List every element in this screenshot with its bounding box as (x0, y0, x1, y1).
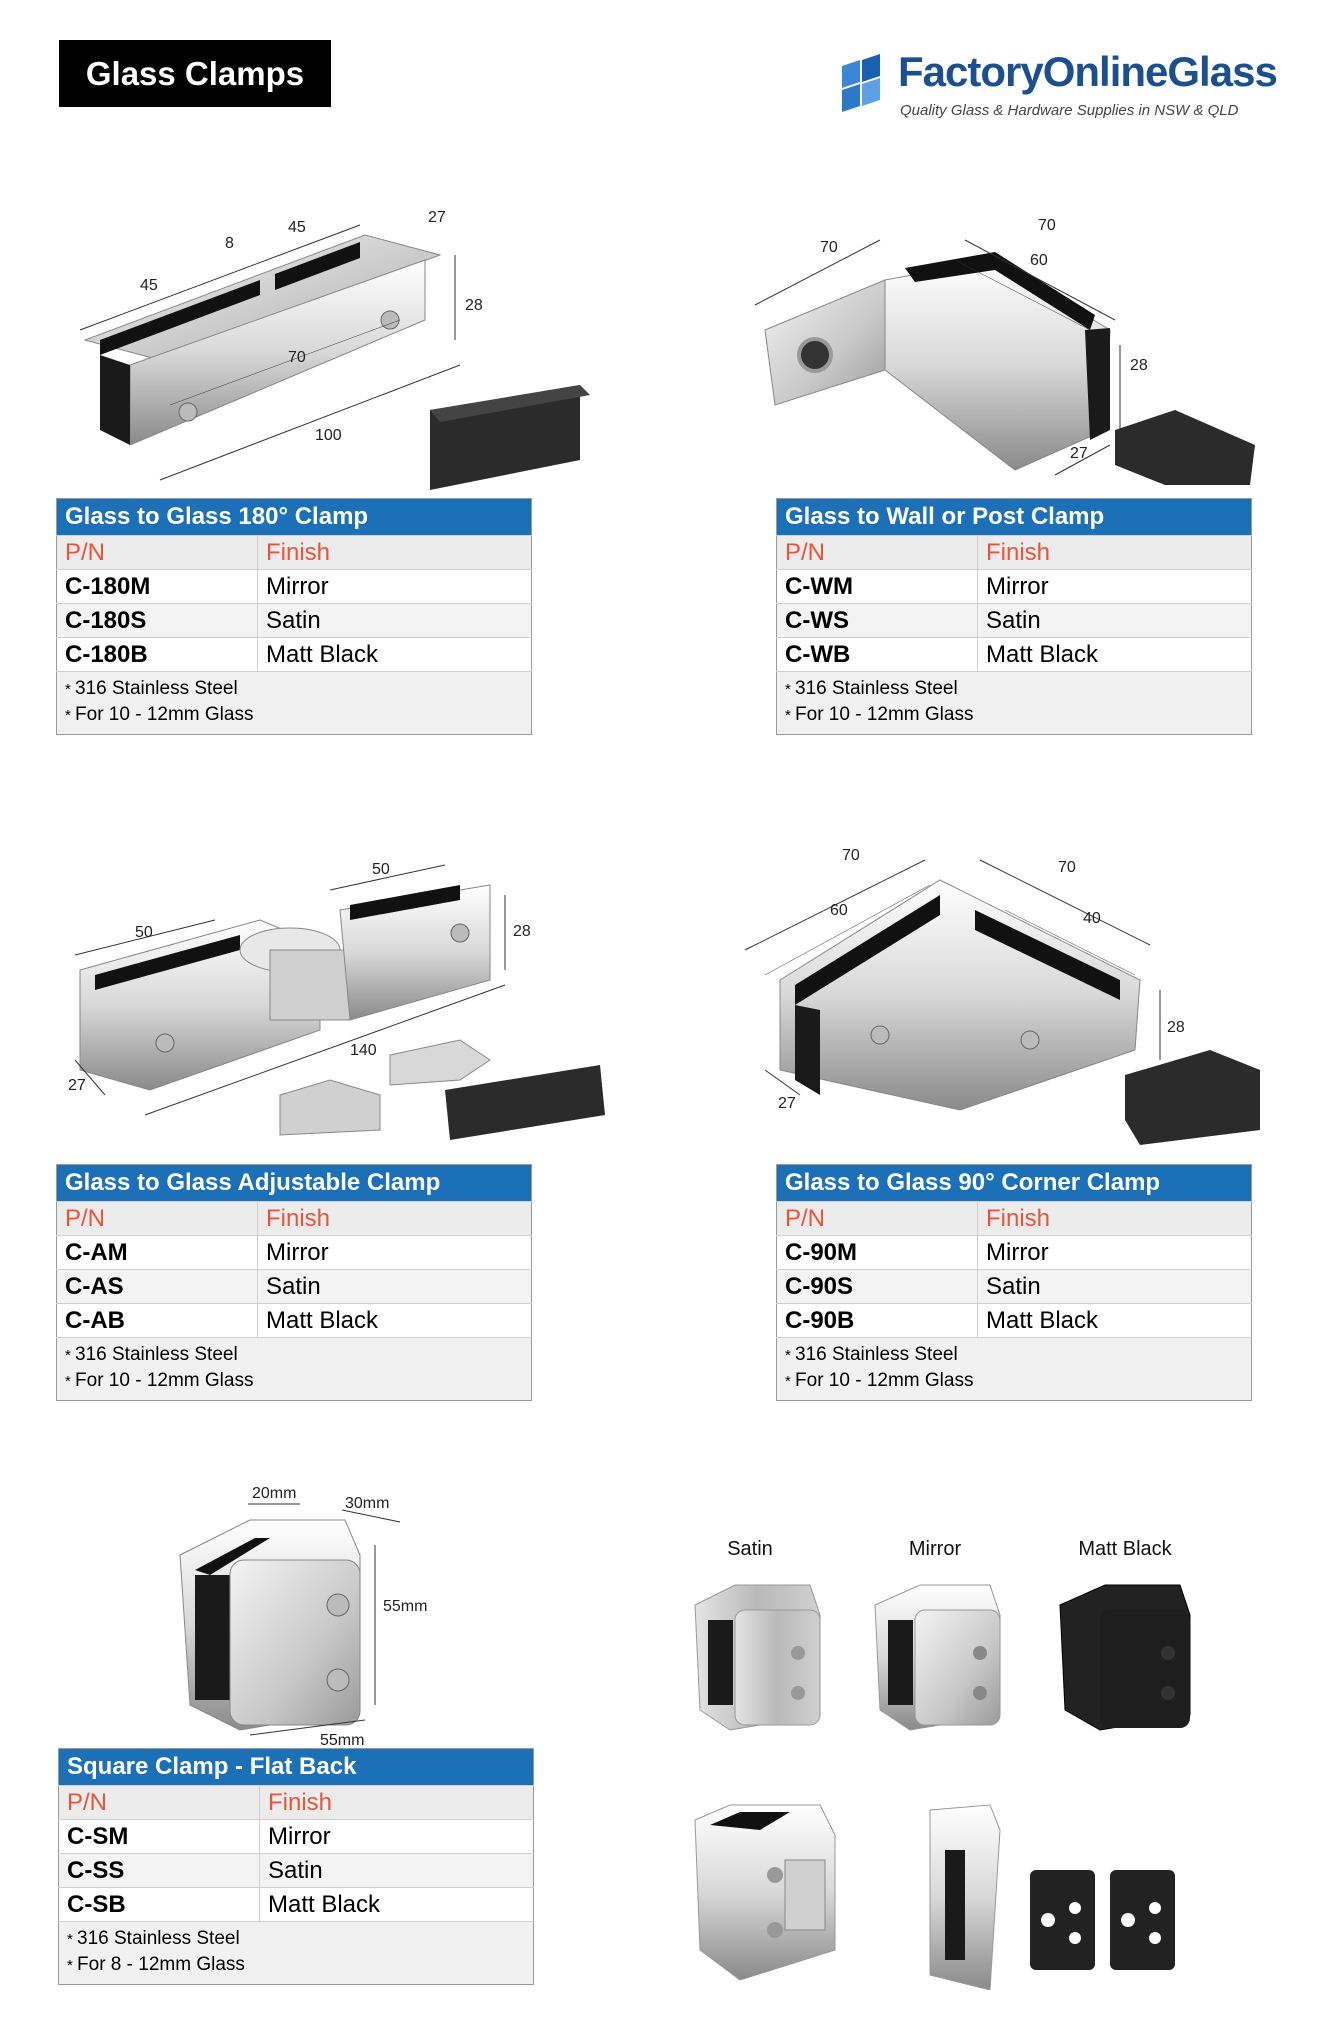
product-image-wall-clamp (745, 200, 1265, 490)
part-number: C-AB (57, 1304, 258, 1338)
table-title: Glass to Wall or Post Clamp (777, 499, 1252, 536)
product-image-180-clamp (60, 200, 600, 490)
table-title: Glass to Glass 180° Clamp (57, 499, 532, 536)
col-header-finish: Finish (978, 536, 1252, 570)
finish: Mirror (260, 1820, 534, 1854)
col-header-finish: Finish (258, 1202, 532, 1236)
dim-label: 100 (315, 427, 342, 444)
part-number: C-WM (777, 570, 978, 604)
spec-table-corner-clamp (776, 1164, 1252, 1401)
finish-samples (690, 1575, 1250, 1735)
part-number: C-90B (777, 1304, 978, 1338)
dim-label: 8 (225, 235, 234, 252)
dim-label: 60 (1030, 252, 1048, 269)
dim-label: 55mm (320, 1732, 365, 1749)
part-number: C-SM (59, 1820, 260, 1854)
dim-label: 55mm (383, 1598, 428, 1615)
spec-table-wall-clamp (776, 498, 1252, 735)
col-header-finish: Finish (260, 1786, 534, 1820)
note-line: * 316 Stainless Steel (785, 1342, 1243, 1368)
note-line: * 316 Stainless Steel (785, 676, 1243, 702)
finish: Satin (258, 1270, 532, 1304)
finish: Matt Black (978, 638, 1252, 672)
col-header-pn: P/N (777, 536, 978, 570)
dim-label: 27 (1070, 445, 1088, 462)
dim-label: 45 (288, 219, 306, 236)
spec-table-180-clamp (56, 498, 532, 735)
dim-label: 70 (1038, 217, 1056, 234)
dim-label: 140 (350, 1042, 377, 1059)
dim-label: 20mm (252, 1485, 297, 1502)
finish-label-mirror: Mirror (908, 1538, 962, 1560)
table-title: Glass to Glass 90° Corner Clamp (777, 1165, 1252, 1202)
notes (777, 672, 1252, 735)
dim-label: 60 (830, 902, 848, 919)
col-header-pn: P/N (777, 1202, 978, 1236)
dim-label: 40 (1083, 910, 1101, 927)
finish-label-matt-black: Matt Black (1078, 1538, 1172, 1560)
finish: Mirror (258, 1236, 532, 1270)
part-number: C-WS (777, 604, 978, 638)
dim-label: 28 (465, 297, 483, 314)
finish: Matt Black (258, 1304, 532, 1338)
notes (57, 1338, 532, 1401)
note-line: * 316 Stainless Steel (67, 1926, 525, 1952)
dim-label: 45 (140, 277, 158, 294)
table-title: Square Clamp - Flat Back (59, 1749, 534, 1786)
part-number: C-90S (777, 1270, 978, 1304)
finish: Satin (260, 1854, 534, 1888)
dim-label: 70 (820, 239, 838, 256)
col-header-pn: P/N (57, 536, 258, 570)
part-number: C-180M (57, 570, 258, 604)
logo-tagline: Quality Glass & Hardware Supplies in NSW & QLD (900, 102, 1239, 119)
finish-label-satin: Satin (727, 1538, 773, 1560)
col-header-finish: Finish (258, 536, 532, 570)
finish: Matt Black (260, 1888, 534, 1922)
dim-label: 50 (135, 924, 153, 941)
dim-label: 27 (428, 209, 446, 226)
dim-label: 28 (1167, 1019, 1185, 1036)
part-number: C-AS (57, 1270, 258, 1304)
note-line: * For 10 - 12mm Glass (65, 1368, 523, 1394)
product-image-adjustable-clamp (60, 840, 620, 1160)
finish: Satin (258, 604, 532, 638)
dim-label: 30mm (345, 1495, 390, 1512)
dim-label: 27 (68, 1077, 86, 1094)
brand-logo (838, 48, 1277, 128)
note-line: * 316 Stainless Steel (65, 1342, 523, 1368)
note-line: * 316 Stainless Steel (65, 676, 523, 702)
notes (57, 672, 532, 735)
col-header-pn: P/N (59, 1786, 260, 1820)
page-title: Glass Clamps (59, 40, 331, 107)
finish: Mirror (978, 1236, 1252, 1270)
finish: Matt Black (978, 1304, 1252, 1338)
finish: Matt Black (258, 638, 532, 672)
part-number: C-WB (777, 638, 978, 672)
part-number: C-180S (57, 604, 258, 638)
notes (59, 1922, 534, 1985)
note-line: * For 10 - 12mm Glass (65, 702, 523, 728)
note-line: * For 8 - 12mm Glass (67, 1952, 525, 1978)
dim-label: 70 (842, 847, 860, 864)
product-image-square-clamp (170, 1480, 460, 1750)
square-clamp-parts (690, 1800, 1250, 1990)
dim-label: 28 (1130, 357, 1148, 374)
finish: Satin (978, 604, 1252, 638)
part-number: C-90M (777, 1236, 978, 1270)
table-title: Glass to Glass Adjustable Clamp (57, 1165, 532, 1202)
dim-label: 28 (513, 923, 531, 940)
product-image-corner-clamp (740, 840, 1270, 1160)
finish: Mirror (978, 570, 1252, 604)
glass-panes-icon (838, 52, 890, 114)
notes (777, 1338, 1252, 1401)
finish: Satin (978, 1270, 1252, 1304)
dim-label: 27 (778, 1095, 796, 1112)
dim-label: 70 (288, 349, 306, 366)
part-number: C-SS (59, 1854, 260, 1888)
col-header-pn: P/N (57, 1202, 258, 1236)
part-number: C-AM (57, 1236, 258, 1270)
spec-table-adjustable-clamp (56, 1164, 532, 1401)
spec-table-square-clamp (58, 1748, 534, 1985)
note-line: * For 10 - 12mm Glass (785, 702, 1243, 728)
col-header-finish: Finish (978, 1202, 1252, 1236)
logo-text: FactoryOnlineGlass (898, 48, 1277, 95)
note-line: * For 10 - 12mm Glass (785, 1368, 1243, 1394)
part-number: C-SB (59, 1888, 260, 1922)
dim-label: 50 (372, 861, 390, 878)
finish: Mirror (258, 570, 532, 604)
dim-label: 70 (1058, 859, 1076, 876)
part-number: C-180B (57, 638, 258, 672)
